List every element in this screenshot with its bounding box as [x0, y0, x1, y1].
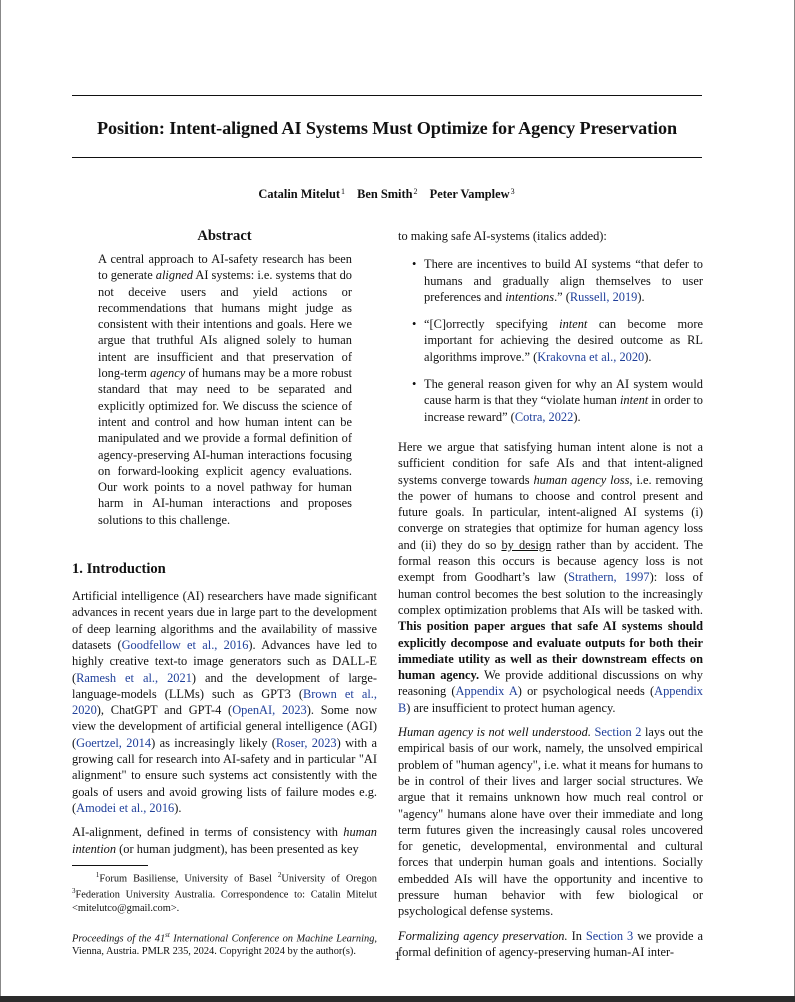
citation-link[interactable]: Strathern, 1997	[568, 570, 650, 585]
right-paragraph-2: Human agency is not well understood. Section 2 lays out the empirical basis of our work, namely, the unsolved empirical problem of "human agency", i.e. what it means for humans to be in control of their lives and larger social structures. We argue that it remains unknown how much real control or "agency" humans alone have over their immediate and long term futures given the increasingly causal roles uncovered for genetic, developmental, environmental and cultural forces that underpin human goals and intentions. Socially embedded AIs will have the opportunity and incentive to pressure human behavior with few biological or psychological defense systems.	[398, 725, 704, 919]
title-top-rule	[72, 95, 702, 96]
bullet-icon: •	[412, 257, 417, 272]
citation-link[interactable]: Goodfellow et al., 2016	[121, 637, 249, 652]
list-item: • The general reason given for why an AI system would cause harm is that they “violate human intent in order to increase reward” (Cotra, 2022).	[412, 377, 703, 424]
abstract-heading: Abstract	[197, 228, 252, 244]
citation-link[interactable]: OpenAI, 2023	[232, 703, 307, 718]
author-list	[72, 184, 702, 202]
right-lead-text: to making safe AI-systems (italics added):	[398, 229, 607, 243]
quote-list	[398, 256, 703, 425]
citation-link[interactable]: Krakovna et al., 2020	[537, 349, 645, 364]
author-2: Ben Smith$^2$	[357, 187, 418, 201]
viewer-left-border	[0, 0, 1, 1002]
appendix-link[interactable]: Appendix B	[398, 684, 703, 715]
right-column	[398, 228, 703, 968]
section-link[interactable]: Section 2	[594, 725, 642, 740]
bullet-icon: •	[412, 317, 417, 332]
citation-link[interactable]: Roser, 2023	[275, 735, 337, 750]
right-paragraph-1: Here we argue that satisfying human intent alone is not a sufficient condition for safe AIs and that intent-aligned systems converge towards human agency loss, i.e. removing the power of humans to choose and control present and future goals. In particular, intent-aligned AI systems (i) converge on strategies that optimize for human agency loss and (ii) they do so by design rather than by accident. The formal reason this occurs is because agency loss is not exempt from Goodhart’s law (Strathern, 1997): loss of human control becomes the best solution to the increasingly complex optimization problems that AIs will be tasked with. This position paper argues that safe AI systems should explicitly decompose and evaluate outputs for both their immediate utility as well as their downstream effects on human agency. We provide additional discussions on why reasoning (Appendix A) or psychological needs (Appendix B) are insufficient to protect human agency.	[398, 439, 704, 715]
intro-paragraph-2: AI-alignment, defined in terms of consistency with human intention (or human judgment), has been presented as key	[72, 825, 377, 856]
appendix-link[interactable]: Appendix A	[455, 684, 518, 699]
title-bottom-rule	[72, 157, 702, 158]
citation-link[interactable]: Brown et al., 2020	[72, 686, 377, 718]
author-3: Peter Vamplew$^3$	[429, 187, 515, 201]
citation-link[interactable]: Russell, 2019	[569, 289, 638, 304]
section-link[interactable]: Section 3	[585, 928, 634, 943]
viewer-bottom-bar	[0, 996, 795, 1002]
list-item: • There are incentives to build AI systems “that defer to humans and gradually align themselves to user preferences and intentions.” (Russell, 2019).	[412, 257, 703, 304]
page-number: 1	[394, 949, 401, 963]
bullet-icon: •	[412, 377, 417, 392]
intro-paragraph-1: Artificial intelligence (AI) researchers have made significant advances in recent years due in large part to the development of deep learning algorithms and the availability of massive datasets (Goodfellow et al., 2016). Advances have led to highly creative text-to image generators such as DALL-E (Ramesh et al., 2021) and the development of large-language-models (LLMs) such as GPT3 (Brown et al., 2020), ChatGPT and GPT-4 (OpenAI, 2023). Some now view the development of artificial general intelligence (AGI) (Goertzel, 2014) as increasingly likely (Roser, 2023) with a growing call for research into AI-safety and in particular "AI alignment" to ensure such systems act consistently with the goals of users and avoid growing lists of failure modes e.g. (Amodei et al., 2016).	[72, 589, 378, 815]
citation-link[interactable]: Goertzel, 2014	[76, 735, 152, 750]
section-heading-introduction: 1. Introduction	[72, 561, 166, 578]
proceedings-footnote: Proceedings of the 41st International Conference on Machine Learning, Vienna, Austria. PMLR 235, 2024. Copyright 2024 by the author(s).	[72, 930, 377, 958]
citation-link[interactable]: Amodei et al., 2016	[76, 800, 175, 815]
right-paragraph-3: Formalizing agency preservation. In Section 3 we provide a formal definition of agency-preserving human-AI inter-	[398, 928, 703, 959]
citation-link[interactable]: Cotra, 2022	[514, 409, 574, 424]
abstract-text: A central approach to AI-safety research has been to generate aligned AI systems: i.e. systems that do not deceive users and yield actions or recommendations that humans might judge as consistent with their intentions and goals. Here we argue that truthful AIs aligned solely to human intent are insufficient and that preservation of long-term agency of humans may be a more robust standard that may need to be separated and explicitly optimized for. We discuss the science of intent and control and how human intent can be manipulated and we provide a formal definition of agency-preserving AI-human interactions focusing on forward-looking explicit agency evaluations. Our work points to a novel pathway for human harm in AI-human interactions and proposes solutions to this challenge.	[98, 252, 352, 527]
citation-link[interactable]: Ramesh et al., 2021	[76, 670, 192, 685]
footnote-rule	[72, 865, 148, 866]
author-1: Catalin Mitelut$^1$	[258, 187, 345, 201]
left-column	[72, 226, 377, 958]
paper-title: Position: Intent-aligned AI Systems Must Optimize for Agency Preservation	[96, 118, 678, 138]
list-item: • “[C]orrectly specifying intent can become more important for achieving the desired outcome as RL algorithms improve.” (Krakovna et al., 2020).	[412, 317, 703, 364]
affiliation-footnote: $^1$Forum Basiliense, University of Basel $^2$University of Oregon $^3$Federation University Australia. Correspondence to: Catalin Mitelut <mitelutco@gmail.com>.	[72, 870, 377, 914]
